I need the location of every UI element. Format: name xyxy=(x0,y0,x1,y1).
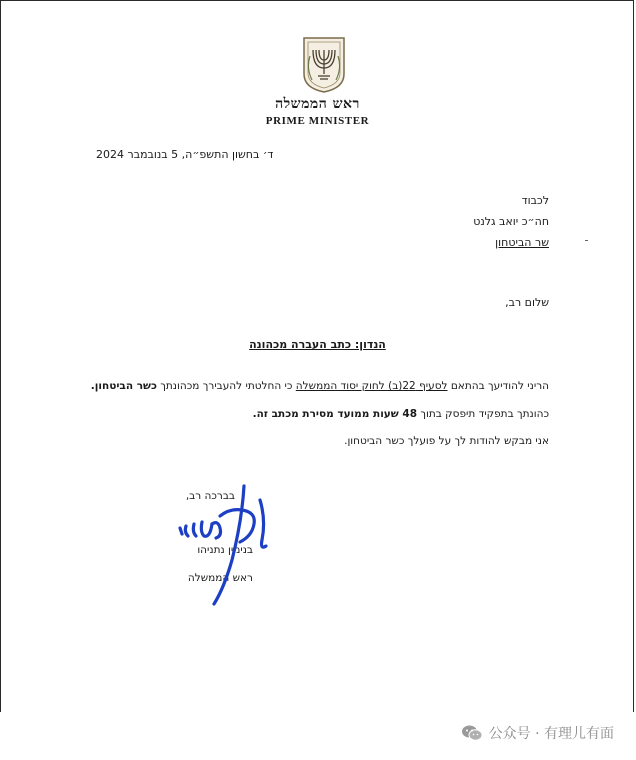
body-paragraph-1-end: כשר הביטחון. xyxy=(90,380,157,392)
greeting: שלום רב, xyxy=(505,296,549,309)
watermark xyxy=(461,723,614,743)
letter-date: ד׳ בחשון התשפ״ה, 5 בנובמבר 2024 xyxy=(96,148,274,161)
watermark-text: 公众号 · 有理儿有面 xyxy=(488,726,614,742)
body-paragraph-2-end: 48 שעות ממועד מסירת מכתב זה. xyxy=(252,408,418,420)
body-paragraph-1-middle: כי החלטתי להעבירך מכהונתך xyxy=(156,380,296,392)
wechat-icon xyxy=(461,724,483,742)
margin-mark xyxy=(585,240,588,241)
letterhead-title-hebrew: ראש הממשלה xyxy=(275,96,360,112)
body-paragraph-1-start: הריני להודיעך בהתאם xyxy=(447,380,549,392)
letter-page xyxy=(6,4,629,712)
subject-line: הנדון: כתב העברה מכהונה xyxy=(249,338,386,351)
law-reference: לסעיף 22(ב) לחוק יסוד הממשלה xyxy=(295,380,448,392)
state-emblem-icon xyxy=(298,34,350,94)
handwritten-signature xyxy=(172,480,282,610)
signatory-name: בנימין נתניהו xyxy=(197,544,253,556)
recipient-salutation: לכבוד xyxy=(521,194,549,207)
body-paragraph-3: אני מבקש להודות לך על פועלך כשר הביטחון. xyxy=(344,435,549,447)
recipient-name: חה״כ יואב גלנט xyxy=(473,215,549,228)
body-paragraph-2 xyxy=(253,408,549,420)
body-paragraph-1 xyxy=(91,380,549,392)
closing-line: בברכה רב, xyxy=(185,490,235,502)
signatory-title: ראש הממשלה xyxy=(187,572,253,584)
body-paragraph-2-start: כהונתך בתפקיד תיפסק בתוך xyxy=(417,408,549,420)
letterhead-title-english: PRIME MINISTER xyxy=(265,115,370,127)
recipient-title: שר הביטחון xyxy=(495,236,549,249)
